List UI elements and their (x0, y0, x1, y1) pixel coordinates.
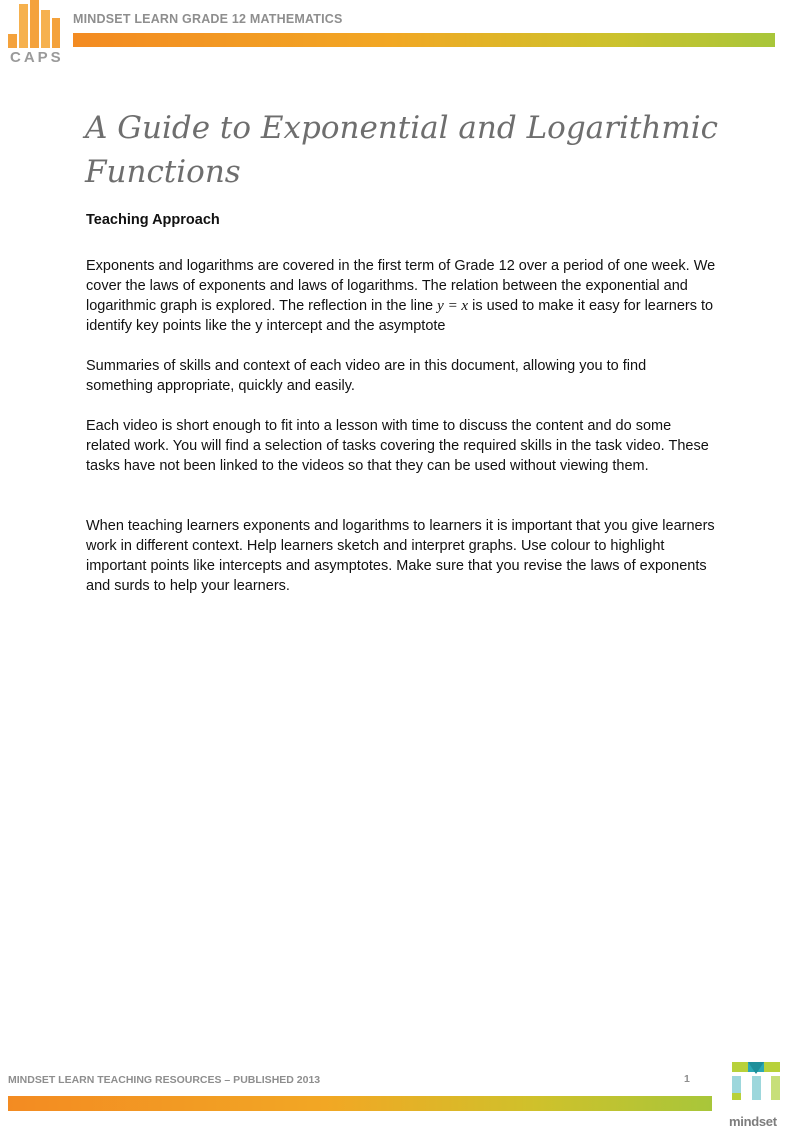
paragraph-1-after: is used to make it easy for learners to identify key points like the y intercept and the asymptote (86, 298, 714, 334)
footer-title: MINDSET LEARN TEACHING RESOURCES – PUBLISHED 2013 (8, 1074, 321, 1086)
mindset-logo-text: mindset (729, 1114, 777, 1129)
caps-bars-icon (8, 0, 60, 48)
paragraph-1 (86, 256, 716, 336)
header-title: MINDSET LEARN GRADE 12 MATHEMATICS (73, 12, 343, 26)
paragraph-1-math: y = x (437, 298, 469, 314)
caps-logo-text: CAPS (10, 49, 64, 66)
paragraph-2: Summaries of skills and context of each video are in this document, allowing you to find something appropriate, quickly and easily. (86, 358, 647, 394)
paragraph-3: Each video is short enough to fit into a lesson with time to discuss the content and do some related work. You will find a selection of tasks covering the required skills in the task video. These tasks have not been linked to the videos so that they can be used without viewing them. (86, 418, 709, 474)
paragraph-1-before: Exponents and logarithms are covered in the first term of Grade 12 over a period of one week. We cover the laws of exponents and laws of logarithms. The relation between the exponential and logarithmic graph is explored. The reflection in the line (86, 258, 716, 314)
paragraph-4: When teaching learners exponents and logarithms to learners it is important that you give learners work in different context. Help learners sketch and interpret graphs. Use colour to highlight important points like intercepts and asymptotes. Make sure that you revise the laws of exponents and surds to help your learners. (86, 518, 715, 594)
header-band (73, 33, 775, 47)
page-number: 1 (684, 1073, 690, 1085)
caps-logo (8, 0, 64, 68)
section-heading: Teaching Approach (86, 212, 220, 228)
document-title: A Guide to Exponential and Logarithmic Functions (85, 110, 718, 190)
footer-band (8, 1096, 712, 1111)
